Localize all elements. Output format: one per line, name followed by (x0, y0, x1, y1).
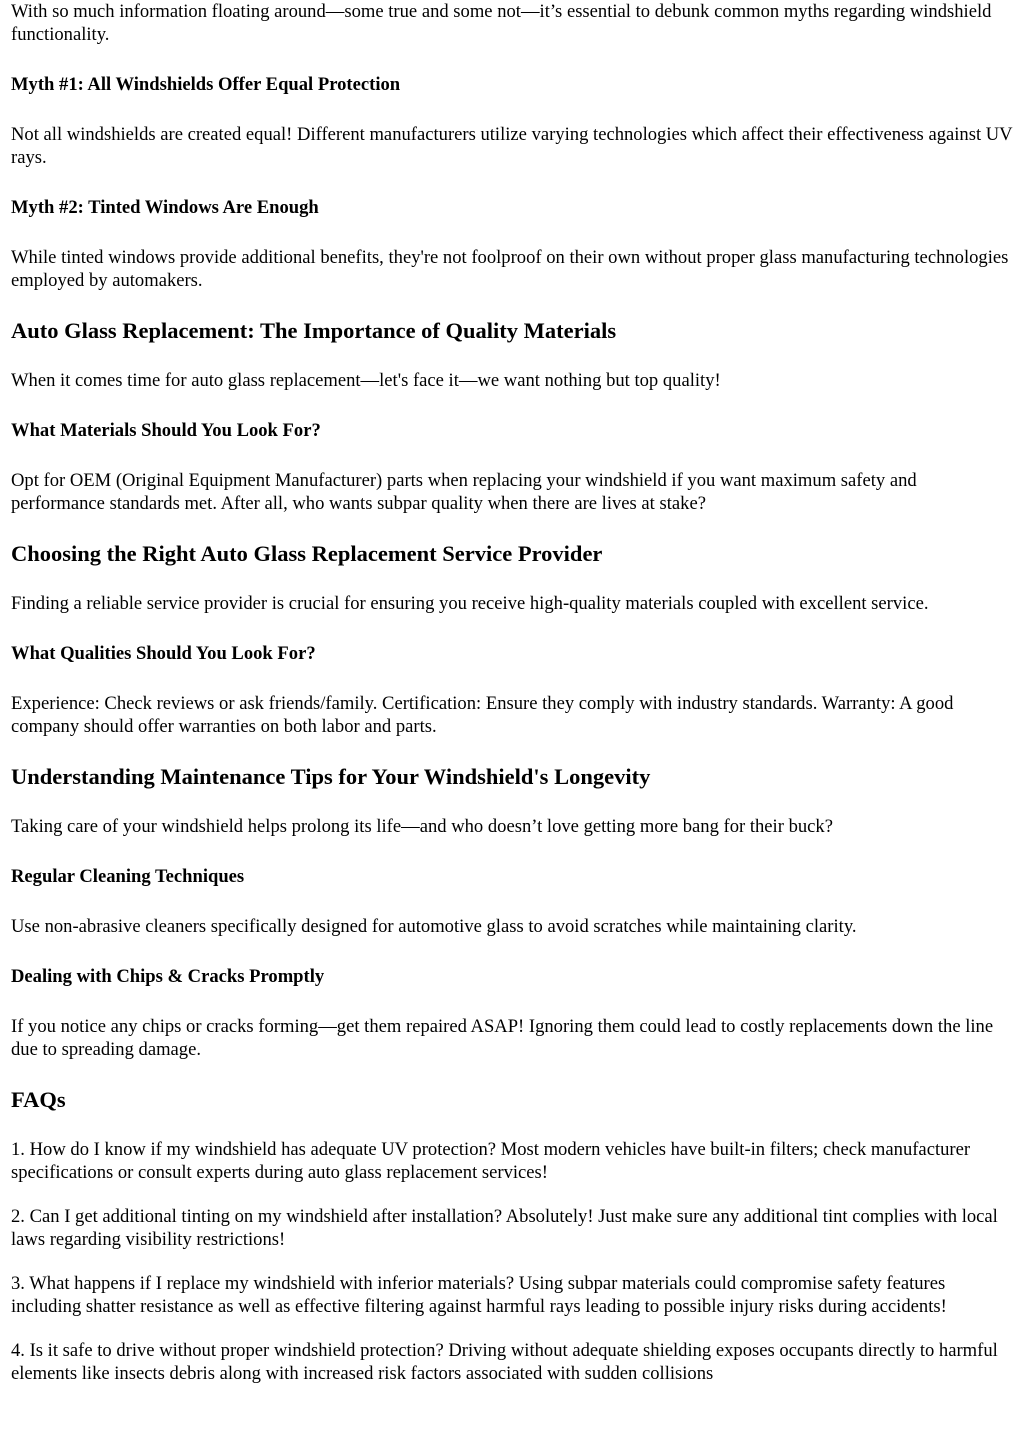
cleaning-heading: Regular Cleaning Techniques (11, 866, 245, 887)
faq-item: 4. Is it safe to drive without proper windshield protection? Driving without adequate shielding exposes occupants directly to harmful elements like insects debris along with increased risk factors associated with sudden collisions (11, 1340, 998, 1384)
faq-list (11, 1138, 1013, 1385)
faq-item: 2. Can I get additional tinting on my windshield after installation? Absolutely! Just make sure any additional tint complies with local laws regarding visibility restrictions! (11, 1206, 998, 1250)
myth1-paragraph: Not all windshields are created equal! Different manufacturers utilize varying technologies which affect their effectiveness against UV rays. (11, 124, 1013, 168)
materials-paragraph: When it comes time for auto glass replacement—let's face it—we want nothing but top quality! (11, 370, 721, 391)
myth1-heading: Myth #1: All Windshields Offer Equal Protection (11, 74, 401, 95)
materials-heading: Auto Glass Replacement: The Importance of Quality Materials (11, 318, 617, 343)
materials-sub-paragraph: Opt for OEM (Original Equipment Manufacturer) parts when replacing your windshield if you want maximum safety and performance standards met. After all, who wants subpar quality when there are lives at stake? (11, 470, 917, 514)
faq-item: 1. How do I know if my windshield has adequate UV protection? Most modern vehicles have built-in filters; check manufacturer specifications or consult experts during auto glass replacement services! (11, 1139, 971, 1183)
provider-paragraph: Finding a reliable service provider is crucial for ensuring you receive high-quality materials coupled with excellent service. (11, 593, 929, 614)
myth2-paragraph: While tinted windows provide additional benefits, they're not foolproof on their own without proper glass manufacturing technologies employed by automakers. (11, 247, 1009, 291)
intro-paragraph: With so much information floating around—some true and some not—it’s essential to debunk common myths regarding windshield functionality. (11, 1, 992, 45)
faqs-heading: FAQs (11, 1087, 66, 1112)
cleaning-paragraph: Use non-abrasive cleaners specifically designed for automotive glass to avoid scratches while maintaining clarity. (11, 916, 857, 937)
materials-subheading: What Materials Should You Look For? (11, 420, 321, 441)
myth2-heading: Myth #2: Tinted Windows Are Enough (11, 197, 319, 218)
maintenance-heading: Understanding Maintenance Tips for Your Windshield's Longevity (11, 764, 651, 789)
qualities-paragraph: Experience: Check reviews or ask friends/family. Certification: Ensure they comply with industry standards. Warranty: A good company should offer warranties on both labor and parts. (11, 693, 954, 737)
faq-item: 3. What happens if I replace my windshield with inferior materials? Using subpar materials could compromise safety features including shatter resistance as well as effective filtering against harmful rays leading to possible injury risks during accidents! (11, 1273, 947, 1317)
maintenance-paragraph: Taking care of your windshield helps prolong its life—and who doesn’t love getting more bang for their buck? (11, 816, 833, 837)
qualities-heading: What Qualities Should You Look For? (11, 643, 316, 664)
chips-paragraph: If you notice any chips or cracks forming—get them repaired ASAP! Ignoring them could lead to costly replacements down the line due to spreading damage. (11, 1016, 994, 1060)
chips-heading: Dealing with Chips & Cracks Promptly (11, 966, 325, 987)
provider-heading: Choosing the Right Auto Glass Replacement Service Provider (11, 541, 603, 566)
